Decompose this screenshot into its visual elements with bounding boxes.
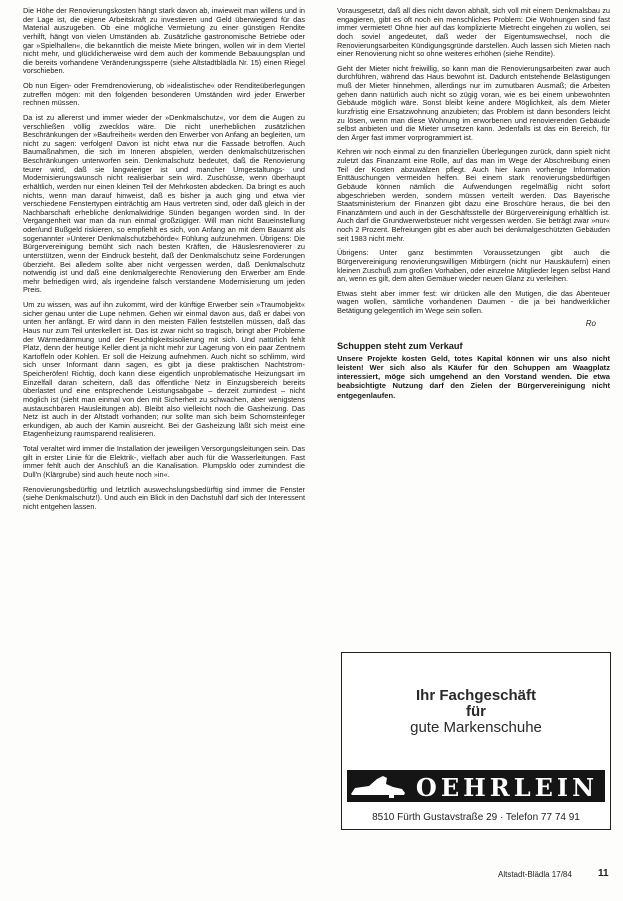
ad-headline-2: für [466, 703, 486, 720]
paragraph: Um zu wissen, was auf ihn zukommt, wird der künftige Erwerber sein »Traumobjekt« sicher genau unter die Lupe nehmen. Gehen wir einmal davon aus, daß er dabei von unten her anfängt. Er wird dann in den meisten Fällen feststellen müssen, daß das Haus nur zum Teil unterkellert ist. Das ist zwar nicht so tragisch, bringt aber Probleme der Wärmedämmung und der Feuchtigkeitsisolierung mit sich. Und natürlich fehlt Platz, denn der heutige Keller dient ja nicht mehr zur Lagerung von ein paar Zentnern Kartoffeln oder Kohlen. Er soll die Heizung aufnehmen. Auch nicht so schlimm, wird sich unser Informant dann sagen, es gibt ja diese praktischen Nachtstrom-Speicheröfen! Richtig, doch kann diese eigentlich unproblematische Heizungsart im Einzelfall daran scheitern, daß das öffentliche Netz in Einzugsbereich bereits überlastet und eine entsprechende Leistungsabgabe – derzeit zumindest – nicht möglich ist (sieht man einmal von den mit Sicherheit zu schwachen, aber wenigstens austauschbaren Hausleitungen ab). Bleibt also vielleicht noch die Gasheizung. Das Netz ist auch in der Altstadt vorhanden; nur sollte man sich beim Schornsteinfeger erkundigen, ab auch der Kamin ausreicht. Bei der Gasheizung läßt sich meist eine Etagenheizung raumsparend realisieren. [23, 300, 305, 439]
store-address: 8510 Fürth Gustavstraße 29 · Telefon 77 74 91 [372, 812, 580, 823]
ad-headline-3: gute Markenschuhe [410, 719, 542, 736]
paragraph: Total veraltet wird immer die Installation der jeweiligen Versorgungsleitungen sein. Das gilt in erster Linie für die Elektrik-, vielfach aber auch für die Wasserleitungen. Fast immer fehlt auch der Anschluß an die Kanalisation. Plumpsklo oder zumindest die Dull'n (Klärgrube) sind auch heute noch »in«. [23, 444, 305, 479]
paragraph: Vorausgesetzt, daß all dies nicht davon abhält, sich voll mit einem Denkmalsbau zu engagieren, gibt es oft noch ein menschliches Problem: Die Wohnungen sind fast immer vermietet! Ohne hier auf das komplizierte Mietrecht eingehen zu wollen, sei doch soviel angedeutet, daß weder der Eigentumswechsel, noch die Renovierungsarbeiten Kündigungsgründe darstellen. Auch lassen sich Mieten nach einer Renovierung nicht so ohne weiteres erhöhen (siehe Rendite). [337, 6, 610, 59]
author-signature: Ro [585, 318, 596, 328]
shoe-icon [349, 773, 407, 804]
page-number: 11 [598, 868, 609, 879]
ad-headline: Ihr Fachgeschäft [415, 687, 537, 704]
brand-name: OEHRLEIN [415, 773, 599, 802]
left-column [23, 7, 305, 517]
publication-footer: Altstadt-Blädla 17/84 [498, 870, 572, 879]
paragraph: Die Höhe der Renovierungskosten hängt stark davon ab, inwieweit man willens und in der Lage ist, die eigene Arbeitskraft zu investieren und Geld überwiegend für das Material auszugeben. Ob eine mögliche Vermietung zu einer günstigen Rendite verhilft, hängt von vielen Umständen ab. Zusätzliche gastronomische Betriebe oder gar »Spielhallen«, die bekanntlich die meiste Miete bringen, wollen wir in dem Viertel nicht mehr, und glücklicherweise wird dem auch der kommende Bebauungsplan und die bereits vorhandene Veränderungssperre (siehe Altstadtblädla Nr. 15) einen Riegel vorschieben. [23, 6, 305, 76]
paragraph: Übrigens: Unter ganz bestimmten Voraussetzungen gibt auch die Bürgervereinigung renovierungswilligen Mitbürgern (nicht nur Hauskäufern) einen kleinen Zuschuß zum großen Vorhaben, oder einzelne Mitglieder legen selbst Hand an, wenn es gilt, dem alten Gemäuer wieder neuen Glanz zu verleihen. [337, 248, 610, 284]
paragraph: Kehren wir noch einmal zu den finanziellen Überlegungen zurück, dann spielt nicht zuletzt das Finanzamt eine Rolle, auf das man im Wege der Abschreibung einen Teil der Kosten abzuwälzen pflegt. Auch hier kann vorherige Information Enttäuschungen vermeiden helfen. Bei einem stark renovierungsbedürftigen Gebäude können nämlich die Aufwendungen regelmäßig nicht sofort abgeschrieben werden, sondern müssen verteilt werden. Das Bayerische Staatsministerium der Finanzen gibt dazu eine Broschüre heraus, die bei den Finanzämtern und auch in der Geschäftsstelle der Bürgervereinigung erhältlich ist. Auch darf die Grundwerwerbsteuer nicht vergessen werden. Sie beträgt zwar »nur« noch 2 Prozent. Befreiungen gibt es aber auch bei denkmalgeschützten Gebäuden seit 1983 nicht mehr. [337, 147, 610, 243]
paragraph: Da ist zu allererst und immer wieder der »Denkmalschutz«, vor dem die Augen zu verschließen völlig zwecklos wäre. Die nicht unerheblichen zusätzlichen Beschränkungen der »Baufreiheit« werden den Erwerber von Anfang an begleiten, um nicht zu sagen: verfolgen! Davon ist nicht etwa nur die Fassade betroffen. Auch Baumaßnahmen, die sich im Inneren abspielen, werden denkmalschützerischen Beschränkungen unterworfen sein. Denkmalschutz bedeutet, daß die Renovierung teurer wird, daß sie langwieriger ist und mancher Umgestaltungs- und Modernisierungswunsch nicht realisierbar sein wird. Zuschüsse, wenn überhaupt erhältlich, werden nur einen kleinen Teil der Mehrkosten abdecken. Da bringt es auch nichts, wenn man darauf hinweist, daß es bisher ja auch ging und etwa vier verschiedene Fenstertypen einträchtig am Haus vertreten sind, oder daß gleich in der Nachbarschaft erhebliche denkmalwidrige Sünden begangen worden sind. In der Vergangenheit war man da nun einmal großzügiger. Will man nicht Baueinstellung oder/und Bußgeld riskieren, so empfiehlt es sich, von Anfang an mit dem Bauamt als sogenannter »Unterer Denkmalschutzbehörde« Fühlung aufzunehmen. Übrigens: Die Bürgervereinigung bemüht sich nach besten Kräften, die Häuslesrenovierer zu unterstützen, wenn der Eindruck besteht, daß der Denkmalschutz seine Forderungen überzieht. Bei alledem sollte aber nicht vergessen werden, daß Denkmalschutz notwendig ist und daß eine denkmalgerechte Renovierung den Erwerber am Ende mehr befriedigen wird, als irgendeine falsch verstandene Modernisierung um jeden Preis. [23, 112, 305, 295]
paragraph: Geht der Mieter nicht freiwillig, so kann man die Renovierungsarbeiten zwar auch durchführen, während das Haus bewohnt ist. Dadurch entstehende Belästigungen muß der Mieter hinnehmen, allerdings nur im zumutbaren Ausmaß; die Arbeiten gehen dann natürlich auch nicht so zügig voran, wie es bei einem unbewohnten Gebäude möglich wäre. Sonst bleibt keine andere Möglichkeit, als dem Mieter kurzfristig eine Ersatzwohnung anzubieten; das Problem ist dann besonders leicht zu lösen, wenn man diese Wohnung im erworbenen und renovierenden Gebäude selbst anbieten und die Mieter umsetzen kann. Jedenfalls ist das ein Bereich, für den Ärger fast immer vorprogrammiert ist. [337, 63, 610, 142]
right-column [337, 7, 610, 406]
brand-banner [347, 770, 605, 802]
paragraph: Etwas steht aber immer fest: wir drücken alle den Mutigen, die das Abenteuer wagen wollen, sämtliche vorhandenen Daumen - die ja bei handwerklicher Betätigung gelegentlich im Wege sein sollen. [337, 288, 610, 315]
paragraph: Ob nun Eigen- oder Fremdrenovierung, ob »idealistische« oder Renditeüberlegungen zutreffen mögen: mit den folgenden besonderen Umständen wird jeder Erwerber rechnen müssen. [23, 81, 305, 108]
shed-notice: Unsere Projekte kosten Geld, totes Kapital können wir uns also nicht leisten! Wer sich also als Käufer für den Schuppen am Waagplatz interessiert, möge sich umgehend an den Vorstand wenden. Die etwa beabsichtigte Nutzung darf den Zielen der Bürgervereinigung nicht entgegenlaufen. [337, 353, 610, 400]
shoe-store-advert [341, 652, 611, 830]
shed-heading: Schuppen steht zum Verkauf [337, 341, 463, 352]
paragraph: Renovierungsbedürftig und letztlich auswechslungsbedürftig sind immer die Fenster (siehe Denkmalschutz!). Und auch ein Blick in den Dachstuhl darf sich der Interessent nicht entgehen lassen. [23, 484, 305, 511]
